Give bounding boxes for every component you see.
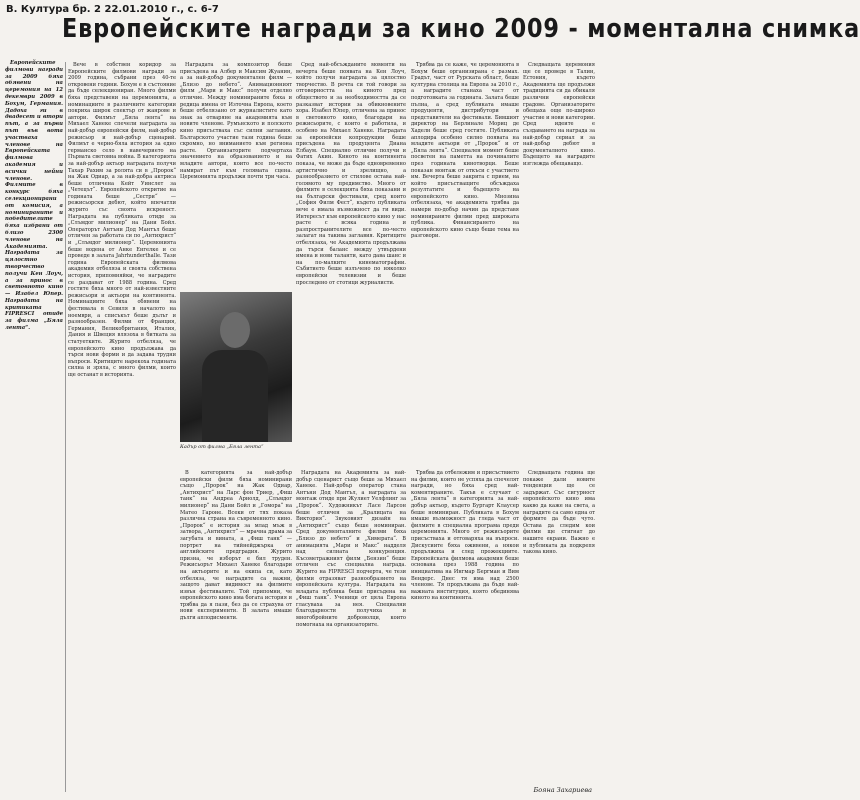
article-headline: Европейските награди за кино 2009 - моментална снимка	[62, 14, 860, 44]
author-signature: Бояна Захариева	[533, 786, 592, 794]
article-column-6-lower	[523, 470, 595, 792]
article-column-3	[180, 62, 292, 288]
film-still-photo	[180, 292, 292, 442]
photo-figure-body	[202, 350, 268, 442]
column-text: Наградата за композитор беше присъдена на Албер и Максим Жуанин, а за най-добър документален филм — „Близо до небето“. Анимационният филм „Мари и Макс“ получи отделно отличие. Между номинираните бяха и редица имена от Източна Европа, което беше отбелязано от журналистите като знак за отваряне на академията към новите членове. Румънското и полското кино присъстваха със силни заглавия. Българското участие тази година беше скромно, но вниманието към региона расте. Организаторите подчертаха значението на образованието и на младите автори, които все по-често намират път към голямата сцена. Церемонията продължи почти три часа.	[180, 62, 292, 181]
column-text: Трябва да отбележим и присъствието на филми, които не успяха да спечелят награди, но бяха сред най-коментираните. Такъв е случаят с „Бяла лента“ в категорията за най-добър актьор, където Бургарт Клаусер беше номиниран. Публиката в Бохум имаше възможност да гледа част от филмите в специална програма преди церемонията. Много от режисьорите присъстваха и отговаряха на въпроси. Дискусиите бяха оживени, а някои продължиха и след прожекциите. Европейската филмова академия беше основана през 1988 година по инициатива на Ингмар Бергман и Вим Вендерс. Днес тя има над 2500 членове. Тя продължава да бъде най-важната институция, която обединява киното на континента.	[411, 470, 519, 602]
article-column-2	[68, 62, 176, 792]
article-column-5	[411, 62, 519, 452]
column-text: Вече в собствен коридор за Европейските филмови награди за 2009 година, събрани през 40-те откровени години. Бохум е в състояние да бъде селекциониран. Много филми бяха представени на церемонията, а номинациите в различните категории покриха широк спектър от жанрове и автори. Филмът „Бяла лента“ на Михаел Ханеке спечели наградата за най-добър европейски филм, най-добър режисьор и най-добър сценарий. Филмът е черно-бяла история за едно германско село в навечерието на Първата световна война. В категорията за най-добър актьор наградата получи Тахар Рахим за ролята си в „Пророк“ на Жак Одиар, а за най-добра актриса беше отличена Кейт Уинслет за „Четецът“. Европейското откритие на годината беше „Сестри“ — режисьорски дебют, който впечатли журито със своята искреност. Наградата на публиката отиде за „Слъмдог милионер“ на Дани Бойл. Операторът Антъни Дод Мантъл беше отличен за работата си по „Антихрист“ и „Слъмдог милионер“. Церемонията беше водена от Анке Енгелке и се проведе в залата Jahrhunderthalle. Тази година Европейската филмова академия отбеляза и своята собствена история, припомняйки, че наградите се раздават от 1988 година. Сред гостите бяха много от най-известните режисьори и актьори на континента. Номинациите бяха обявени на фестивала в Севиля в началото на ноември, а списъкът беше дълъг и разнообразен. Филми от Франция, Германия, Великобритания, Италия, Дания и Швеция влязоха в битката за статуетките. Журито отбеляза, че европейското кино продължава да търси нови форми и да задава трудни въпроси. Критиците нарекоха годината силна и зряла, с много филми, които ще останат в историята.	[68, 62, 176, 378]
article-column-5-lower	[411, 470, 519, 792]
photo-caption: Кадър от филма „Бяла лента“	[180, 444, 264, 450]
column-text: В категорията за най-добър европейски филм бяха номинирани също „Пророк“ на Жак Одиар, „Антихрист“ на Ларс фон Триер, „Фиш танк“ на Андреа Арнолд, „Слъмдог милионер“ на Дани Бойл и „Гомора“ на Матео Гароне. Всеки от тях показа различна страна на съвременното кино. „Пророк“ е история за млад мъж в затвора, „Антихрист“ — мрачна драма за загубата и вината, а „Фиш танк“ — портрет на тийнейджърка от английските предградия. Журито призна, че изборът е бил труден. Режисьорът Михаел Ханеке благодари на актьорите и на екипа си, като отбеляза, че наградите са важни, защото дават видимост на филмите извън фестивалите. Той припомни, че европейското кино има богата история и трябва да я пази, без да се страхува от нови експерименти. В залата имаше дълги аплодисменти.	[180, 470, 292, 622]
column-text: Следващата церемония ще се проведе в Талин, Естония, където Академията ще продължи традицията си да обикаля различни европейски градове. Организаторите обещаха още по-широко участие и нови категории. Сред идеите е създаването на награда за най-добър сериал и за най-добър дебют в документалното кино. Бъдещето на наградите изглежда обещаващо.	[523, 62, 595, 167]
column-text: Следващата година ще покаже дали новите тенденции ще се задържат. Със сигурност европейското кино има какво да каже на света, а наградите са само една от формите да бъде чуто. Остава да следим кои филми ще стигнат до нашите екрани. Важно е и публиката да подкрепя такова кино.	[523, 470, 595, 556]
photo-figure-head	[220, 312, 250, 348]
masthead-line: В. Култура бр. 2 22.01.2010 г., с. 6-7	[6, 4, 219, 15]
article-column-4-lower	[296, 470, 406, 792]
column-text: Сред най-обсъжданите моменти на вечерта беше появата на Кен Лоуч, който получи наградата за цялостно творчество. В речта си той говори за отговорността на киното пред обществото и за необходимостта да се разказват истории за обикновените хора. Изабел Юпер, отличена за принос в световното кино, благодари на режисьорите, с които е работила, и особено на Михаел Ханеке. Наградата за европейски копродукции беше присъдена на продуцента Диана Елбаум. Специално отличие получи и Фатих Акин. Киното на континента показа, че може да бъде едновременно артистично и зрелищно, а разнообразието от стилове остава най-голямото му предимство. Много от филмите в селекцията бяха показани и на български фестивали, сред които „София Филм Фест“, където публиката вече е имала възможност да ги види. Интересът към европейското кино у нас расте с всяка година и разпространителите все по-често залагат на такива заглавия. Критиците отбелязаха, че Академията продължава да търси баланс между утвърдени имена и нови таланти, като дава шанс и на по-малките кинематографии. Събитието беше излъчено по няколко европейски телевизии и беше проследено от стотици журналисти.	[296, 62, 406, 286]
intro-sidebar	[5, 60, 63, 800]
article-column-6	[523, 62, 595, 452]
column-divider	[65, 62, 66, 792]
intro-text: Европейските филмови награди за 2009 бяха обявени на церемония на 12 декември 2009 в Бохум, Германия. Дадоха ги в двадесет и втори път, а за първи път във вота участваха членове на Европейската филмова академия и всички нейни членове. Филмите в конкурс бяха селекционирани от комисия, а номинираните и победителите бяха избрани от близо 2300 членове на Академията. Наградата за цялостно творчество получи Кен Лоуч, а за принос в световното кино — Изабел Юпер. Наградата на критиката FIPRESCI отиде за филма „Бяла лента“.	[5, 60, 63, 332]
column-text: Наградата на Академията за най-добър сценарист също беше за Михаел Ханеке. Най-добър оператор стана Антъни Дод Мантъл, а наградата за монтаж отиде при Жулиет Уелфлинг за „Пророк“. Художникът Ласе Ларсон беше отличен за „Кралицата на Виктория“. Звуковият дизайн на „Антихрист“ също беше номиниран. Сред документалните филми бяха „Близо до небето“ и „Химерата“. В анимацията „Мари и Макс“ надделя над силната конкуренция. Късометражният филм „Бензин“ беше отличен със специална награда. Журито на FIPRESCI подчерта, че тези филми отразяват разнообразието на европейската култура. Наградата на младата публика беше присъдена на „Фиш танк“. Ученици от цяла Европа гласуваха за нея. Специални благодарности получиха и многобройните доброволци, които помогнаха на организаторите.	[296, 470, 406, 628]
article-column-3-lower	[180, 470, 292, 792]
column-text: Трябва да се каже, че церемонията в Бохум беше организирана с размах. Градът, част от Рурската област, беше културна столица на Европа за 2010 г., а наградите станаха част от подготовката за годината. Залата беше пълна, а сред публиката имаше продуценти, дистрибутори и представители на фестивали. Бившият директор на Берлинале Мориц де Хаделн беше сред гостите. Публиката аплодира особено силно появата на младите актьори от „Пророк“ и от „Бяла лента“. Специален момент беше посветен на паметта на починалите през годината кинотворци. Беше показан монтаж от откъси с участието им. Вечерта беше закрита с прием, на който присъстващите обсъждаха резултатите и бъдещето на европейското кино. Мнозина отбелязаха, че академията трябва да намери по-добър начин да представя номинираните филми пред широката публика. Финансирането на европейското кино също беше тема на разговори.	[411, 62, 519, 240]
article-column-4	[296, 62, 406, 452]
